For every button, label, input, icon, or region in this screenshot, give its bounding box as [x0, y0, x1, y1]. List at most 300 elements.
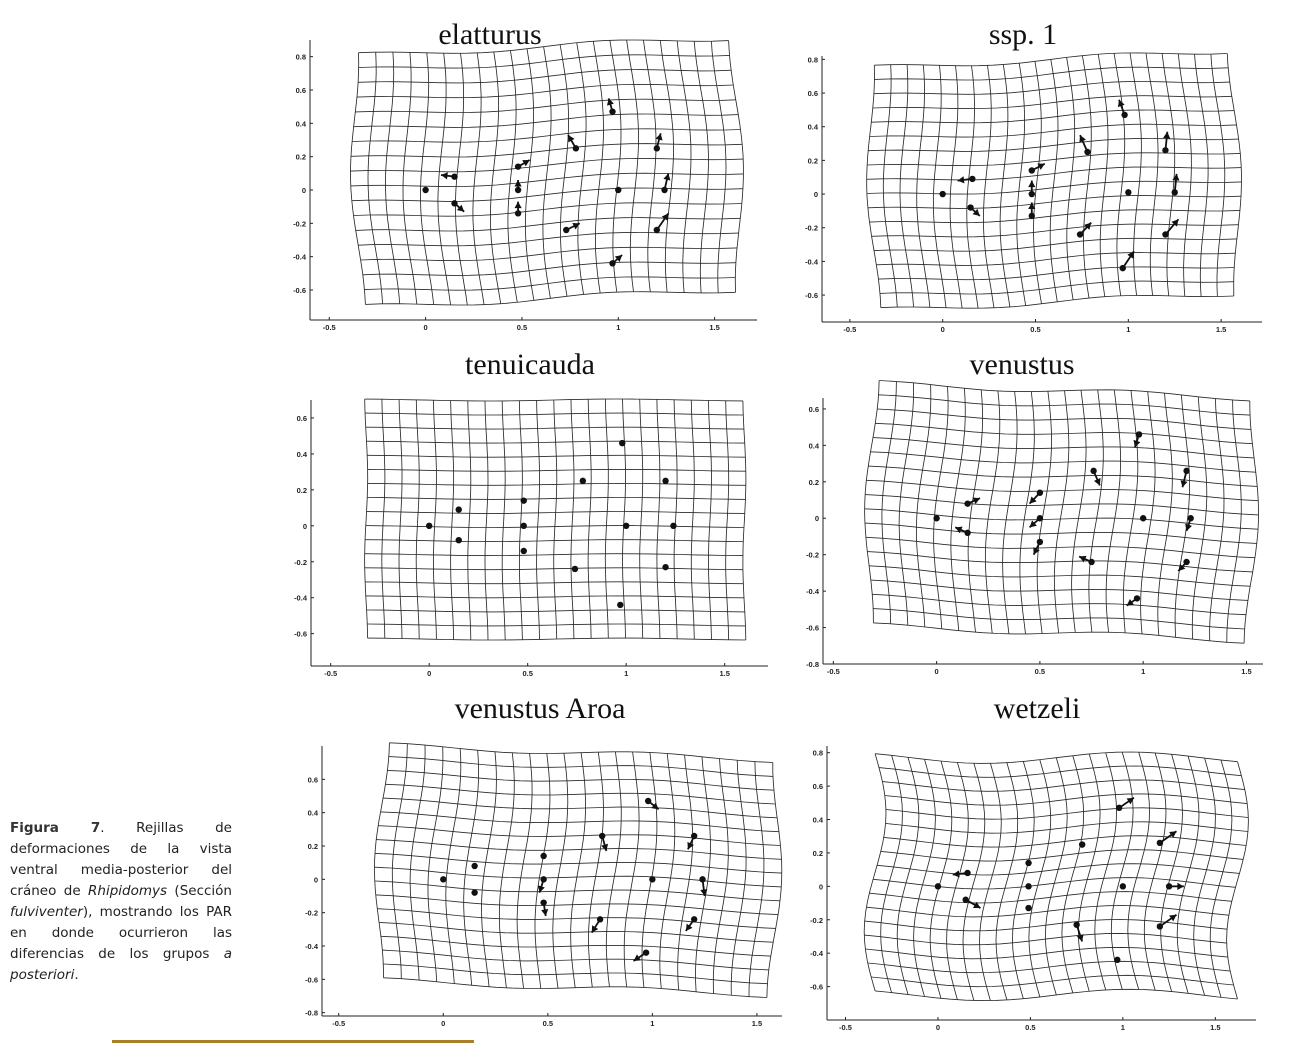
landmark-point — [615, 187, 621, 193]
grid-line-vertical — [386, 52, 400, 304]
y-tick-label: 0.6 — [296, 413, 307, 423]
x-tick-label: 0.5 — [1025, 1023, 1036, 1032]
y-tick-label: -0.6 — [305, 975, 318, 985]
landmark-point — [1114, 957, 1120, 963]
grid-line-horizontal — [375, 881, 780, 901]
grid-line-vertical — [560, 45, 569, 297]
y-tick-label: -0.6 — [805, 291, 818, 301]
grid-line-vertical — [446, 749, 461, 984]
grid-line-vertical — [1195, 54, 1209, 297]
grid-line-vertical — [968, 390, 983, 632]
grid-line-vertical — [899, 383, 914, 625]
grid-line-horizontal — [388, 770, 774, 790]
caption-section: fulviventer — [10, 904, 83, 920]
grid-line-vertical — [882, 382, 897, 624]
grid-line-horizontal — [379, 923, 773, 943]
x-tick-label: 0 — [427, 669, 432, 678]
grid-line-vertical — [950, 66, 962, 308]
y-tick-label: -0.4 — [806, 587, 819, 597]
grid-line-horizontal — [875, 423, 1252, 443]
grid-line-vertical — [985, 391, 999, 633]
landmark-point — [1084, 149, 1090, 155]
vector-arrowhead — [1172, 174, 1179, 181]
grid-line-vertical — [490, 52, 500, 304]
grid-line-vertical — [1227, 400, 1242, 642]
grid-line-vertical — [482, 752, 497, 987]
landmark-point — [521, 523, 527, 529]
panel-6 — [810, 692, 1256, 1032]
grid-line-vertical — [1067, 57, 1075, 299]
landmark-point — [662, 478, 668, 484]
y-tick-label: 0.2 — [812, 848, 823, 858]
caption-genus: Rhipidomys — [88, 883, 168, 899]
grid-line-vertical — [399, 400, 402, 639]
x-tick-label: 0 — [441, 1019, 446, 1028]
grid-line-vertical — [1003, 392, 1018, 634]
grid-line-vertical — [368, 52, 383, 304]
x-tick-label: 1.5 — [719, 669, 730, 678]
grid-line-vertical — [917, 65, 930, 307]
grid-line-vertical — [1020, 392, 1034, 634]
grid-line-vertical — [1130, 53, 1141, 295]
x-tick-label: 1.5 — [1241, 667, 1252, 676]
grid-line-vertical — [726, 401, 729, 640]
grid-line-vertical — [502, 401, 505, 640]
grid-line-vertical — [468, 401, 471, 640]
grid-line-vertical — [900, 65, 914, 307]
grid-line-horizontal — [866, 480, 1258, 500]
grid-line-vertical — [588, 399, 591, 638]
grid-line-horizontal — [875, 989, 1237, 1000]
y-tick-label: 0.4 — [812, 815, 823, 825]
grid-line-vertical — [610, 40, 621, 292]
grid-line-horizontal — [875, 67, 1229, 80]
grid-line-vertical — [485, 401, 488, 640]
grid-line-vertical — [1141, 392, 1156, 634]
x-tick-label: 0 — [935, 1023, 941, 1032]
grid-line-horizontal — [869, 892, 1231, 903]
panel-5 — [305, 692, 782, 1028]
grid-line-horizontal — [377, 909, 775, 929]
deformation-grid — [375, 743, 782, 998]
grid-line-vertical — [382, 399, 385, 638]
x-tick-label: 1 — [616, 323, 621, 332]
grid-line-vertical — [605, 399, 608, 638]
vector-arrowhead — [1163, 132, 1170, 139]
landmark-point — [521, 548, 527, 554]
landmark-point — [1125, 189, 1131, 195]
landmark-point — [422, 187, 428, 193]
grid-line-vertical — [351, 53, 366, 305]
grid-line-horizontal — [877, 864, 1239, 875]
y-tick-label: 0.6 — [808, 404, 819, 414]
grid-line-vertical — [640, 399, 643, 638]
grid-line-horizontal — [874, 53, 1227, 66]
y-tick-label: 0.4 — [807, 122, 818, 132]
grid-line-horizontal — [378, 826, 780, 846]
vector-arrowhead — [1177, 883, 1184, 890]
grid-line-vertical — [691, 400, 694, 639]
grid-line-vertical — [1210, 399, 1224, 641]
grid-line-horizontal — [383, 798, 777, 818]
grid-line-horizontal — [364, 277, 735, 290]
grid-line-vertical — [674, 400, 677, 639]
y-tick-label: -0.2 — [810, 915, 823, 925]
grid-line-horizontal — [352, 129, 740, 142]
panel-title: venustus — [969, 348, 1075, 381]
grid-line-horizontal — [869, 566, 1250, 586]
grid-line-vertical — [1062, 756, 1084, 993]
y-tick-label: 0.2 — [808, 477, 819, 487]
grid-line-horizontal — [359, 40, 729, 53]
grid-line-horizontal — [871, 975, 1234, 986]
x-tick-label: -0.5 — [324, 669, 338, 678]
landmark-point — [619, 440, 625, 446]
x-tick-label: 0 — [934, 667, 939, 676]
x-tick-label: 1 — [650, 1019, 655, 1028]
panel-title: tenuicauda — [465, 348, 595, 381]
grid-line-horizontal — [882, 780, 1244, 791]
grid-line-vertical — [867, 65, 881, 307]
x-tick-label: 0.5 — [516, 323, 528, 332]
x-tick-label: 0 — [423, 323, 428, 332]
grid-line-vertical — [456, 53, 468, 305]
grid-line-vertical — [933, 65, 946, 307]
grid-line-vertical — [951, 388, 965, 630]
panel-2 — [805, 18, 1262, 334]
grid-line-horizontal — [359, 55, 730, 68]
y-tick-label: -0.2 — [305, 908, 318, 918]
grid-line-vertical — [729, 41, 744, 293]
grid-line-horizontal — [358, 233, 738, 246]
grid-line-vertical — [967, 66, 978, 308]
grid-line-vertical — [1089, 390, 1103, 632]
grid-line-vertical — [519, 401, 522, 640]
y-tick-label: 0 — [814, 514, 819, 524]
landmark-point — [1088, 559, 1094, 565]
y-tick-label: -0.8 — [806, 660, 819, 669]
grid-line-horizontal — [354, 203, 742, 216]
y-tick-label: 0 — [302, 521, 307, 531]
grid-line-horizontal — [352, 188, 743, 201]
vector-arrowhead — [601, 844, 608, 851]
y-tick-label: 0.2 — [295, 152, 306, 162]
x-tick-label: 0 — [940, 325, 945, 334]
grid-line-vertical — [416, 400, 419, 639]
grid-line-vertical — [660, 41, 673, 293]
grid-line-vertical — [1017, 63, 1026, 305]
landmark-point — [623, 523, 629, 529]
grid-line-horizontal — [872, 224, 1239, 237]
grid-line-vertical — [1098, 54, 1108, 296]
grid-line-vertical — [731, 760, 746, 995]
grid-line-horizontal — [354, 114, 739, 127]
grid-line-horizontal — [871, 580, 1248, 600]
grid-line-vertical — [554, 400, 557, 639]
grid-line-horizontal — [877, 409, 1251, 429]
grid-line-vertical — [1106, 390, 1121, 632]
y-tick-label: 0 — [301, 186, 306, 195]
grid-line-horizontal — [867, 167, 1241, 180]
landmark-point — [1079, 841, 1085, 847]
landmark-point — [580, 478, 586, 484]
grid-line-horizontal — [870, 210, 1240, 223]
grid-line-vertical — [749, 762, 764, 997]
landmark-point — [617, 602, 623, 608]
caption-text-2: (Sección — [167, 883, 232, 899]
grid-line-vertical — [421, 53, 434, 305]
grid-line-horizontal — [881, 295, 1234, 308]
y-tick-label: 0.6 — [812, 782, 823, 792]
grid-line-horizontal — [351, 158, 744, 171]
grid-line-horizontal — [879, 395, 1251, 415]
figure-caption — [10, 818, 232, 986]
grid-line-horizontal — [867, 153, 1240, 166]
grid-line-vertical — [1175, 395, 1190, 637]
deformation-grid — [865, 381, 1259, 644]
grid-line-vertical — [983, 65, 994, 308]
grid-line-horizontal — [879, 381, 1250, 401]
y-tick-label: -0.2 — [294, 557, 307, 567]
grid-line-vertical — [1045, 758, 1067, 995]
grid-line-horizontal — [376, 840, 781, 860]
grid-line-horizontal — [884, 836, 1246, 847]
x-tick-label: 0.5 — [542, 1019, 554, 1028]
grid-line-horizontal — [381, 812, 779, 832]
grid-line-horizontal — [871, 110, 1234, 123]
grid-line-vertical — [577, 43, 586, 295]
grid-line-vertical — [1072, 390, 1087, 632]
grid-line-vertical — [553, 753, 568, 988]
grid-line-vertical — [1227, 54, 1241, 297]
vector-arrowhead — [1028, 181, 1035, 188]
grid-line-vertical — [438, 53, 451, 305]
grid-line-vertical — [1034, 61, 1042, 303]
y-tick-label: 0.2 — [296, 485, 307, 495]
caption-rule — [112, 1040, 474, 1043]
panel-title: elatturus — [438, 18, 542, 51]
x-tick-label: 1 — [1120, 1023, 1125, 1032]
vector-arrowhead — [514, 202, 521, 209]
panel-1 — [293, 18, 757, 332]
x-tick-label: 0.5 — [1030, 325, 1041, 334]
x-tick-label: 1.5 — [709, 323, 720, 332]
landmark-point — [935, 883, 941, 889]
deformation-grid — [864, 752, 1248, 1001]
grid-line-vertical — [1178, 54, 1191, 296]
grid-line-horizontal — [363, 262, 736, 275]
landmark-point — [471, 889, 477, 895]
grid-line-vertical — [1211, 54, 1225, 296]
grid-line-vertical — [571, 400, 574, 639]
grid-line-horizontal — [376, 895, 778, 915]
y-tick-label: 0.6 — [295, 86, 306, 95]
y-tick-label: 0.4 — [296, 449, 307, 459]
vector-arrowhead — [656, 133, 663, 140]
grid-line-vertical — [403, 52, 417, 304]
grid-line-vertical — [1192, 397, 1207, 639]
grid-line-horizontal — [867, 552, 1252, 572]
y-tick-label: -0.2 — [805, 223, 818, 233]
deformation-grid — [351, 40, 744, 305]
grid-line-vertical — [934, 387, 949, 629]
y-tick-label: -0.8 — [305, 1008, 318, 1018]
grid-line-horizontal — [389, 757, 773, 777]
grid-line-vertical — [473, 53, 484, 305]
landmark-point — [471, 863, 477, 869]
caption-text-4: . — [74, 967, 79, 983]
grid-line-vertical — [508, 51, 517, 303]
y-tick-label: 0.4 — [307, 808, 318, 818]
grid-line-horizontal — [880, 281, 1234, 294]
grid-line-horizontal — [875, 752, 1237, 763]
y-tick-label: 0.2 — [307, 842, 318, 851]
grid-line-horizontal — [381, 936, 771, 956]
vector-arrowhead — [1181, 480, 1188, 487]
grid-line-horizontal — [351, 173, 744, 186]
grid-line-vertical — [392, 744, 407, 979]
landmark-point — [939, 191, 945, 197]
y-tick-label: 0.8 — [295, 52, 306, 62]
x-tick-label: 1 — [1126, 325, 1131, 334]
grid-line-vertical — [1146, 53, 1158, 296]
grid-line-horizontal — [868, 139, 1238, 152]
grid-line-horizontal — [361, 247, 737, 260]
grid-line-vertical — [606, 752, 621, 987]
grid-line-horizontal — [389, 743, 772, 763]
grid-line-vertical — [883, 65, 897, 307]
grid-line-horizontal — [879, 766, 1241, 777]
y-tick-label: -0.4 — [294, 593, 307, 603]
grid-line-vertical — [451, 401, 454, 640]
grid-line-vertical — [677, 41, 691, 293]
grid-line-horizontal — [351, 144, 742, 157]
y-tick-label: -0.6 — [294, 629, 307, 639]
caption-text-1: . Rejillas de deformaciones de la vista ventral media-posterior del cráneo de — [10, 820, 232, 899]
y-tick-label: -0.6 — [810, 982, 823, 992]
deformation-grid — [867, 53, 1242, 308]
y-tick-label: 0.2 — [807, 156, 818, 166]
x-tick-label: 0.5 — [522, 669, 533, 678]
grid-line-vertical — [1050, 59, 1058, 301]
y-tick-label: -0.2 — [806, 550, 819, 560]
panel-4 — [806, 348, 1263, 676]
x-tick-label: 1 — [624, 669, 629, 678]
x-tick-label: 1.5 — [1210, 1023, 1221, 1032]
grid-line-horizontal — [881, 850, 1243, 861]
caption-tail: a posteriori — [10, 946, 232, 983]
grid-line-vertical — [865, 381, 880, 623]
grid-line-horizontal — [878, 267, 1234, 280]
grid-line-horizontal — [872, 594, 1246, 614]
landmark-point — [1025, 905, 1031, 911]
grid-line-vertical — [624, 752, 639, 987]
grid-line-vertical — [643, 40, 656, 292]
grid-line-horizontal — [873, 438, 1254, 458]
panel-title: venustus Aroa — [454, 692, 626, 725]
grid-line-vertical — [1082, 56, 1091, 298]
grid-line-vertical — [1000, 65, 1010, 308]
grid-line-horizontal — [876, 253, 1235, 266]
x-tick-label: -0.5 — [332, 1019, 346, 1028]
grid-line-horizontal — [865, 523, 1257, 543]
grid-line-horizontal — [874, 82, 1230, 95]
grid-line-horizontal — [868, 196, 1241, 209]
grid-line-vertical — [660, 754, 675, 989]
grid-line-vertical — [743, 401, 746, 640]
grid-line-horizontal — [874, 238, 1237, 251]
grid-line-horizontal — [382, 950, 768, 970]
grid-line-horizontal — [386, 784, 776, 804]
grid-line-vertical — [375, 743, 390, 978]
grid-line-vertical — [517, 753, 532, 988]
grid-line-vertical — [499, 753, 514, 988]
grid-line-vertical — [694, 41, 708, 293]
landmark-point — [521, 497, 527, 503]
grid-line-vertical — [525, 49, 534, 301]
grid-line-horizontal — [871, 452, 1256, 472]
grid-line-vertical — [571, 753, 586, 988]
panel-title: ssp. 1 — [988, 18, 1058, 51]
caption-label: Figura 7 — [10, 820, 101, 836]
vector-arrowhead — [663, 173, 670, 180]
landmark-point — [1025, 883, 1031, 889]
x-tick-label: 0.5 — [1034, 667, 1046, 676]
y-tick-label: -0.6 — [293, 286, 306, 295]
y-tick-label: -0.4 — [305, 942, 318, 951]
deformation-grid — [365, 399, 746, 640]
grid-line-horizontal — [365, 292, 735, 305]
x-tick-label: -0.5 — [826, 667, 840, 676]
landmark-point — [670, 523, 676, 529]
x-tick-label: -0.5 — [843, 325, 857, 334]
landmark-point — [649, 876, 655, 882]
x-tick-label: -0.5 — [322, 323, 336, 332]
grid-line-vertical — [535, 754, 550, 989]
x-tick-label: 1.5 — [751, 1019, 763, 1028]
grid-line-vertical — [657, 399, 660, 638]
y-tick-label: 0.6 — [807, 89, 818, 99]
grid-line-vertical — [1037, 391, 1052, 633]
landmark-point — [933, 515, 939, 521]
y-tick-label: -0.4 — [805, 257, 818, 267]
y-tick-label: 0.8 — [807, 55, 818, 65]
grid-line-vertical — [410, 745, 425, 980]
x-tick-label: 1 — [1141, 667, 1146, 676]
panel-3 — [294, 348, 768, 678]
grid-line-horizontal — [384, 978, 767, 998]
x-tick-label: 1.5 — [1215, 325, 1227, 334]
caption-text-3: ), mostrando los PAR en donde ocurrieron las diferencias de los grupos — [10, 904, 232, 962]
y-tick-label: 0 — [313, 875, 318, 885]
y-tick-label: -0.2 — [293, 219, 306, 229]
x-tick-label: -0.5 — [839, 1023, 852, 1032]
grid-line-vertical — [767, 763, 782, 998]
grid-line-horizontal — [868, 961, 1230, 972]
grid-line-vertical — [593, 41, 603, 293]
y-tick-label: 0.6 — [307, 775, 318, 785]
y-tick-label: 0.4 — [295, 119, 306, 129]
grid-line-vertical — [623, 399, 626, 638]
vector-arrowhead — [958, 176, 965, 183]
grid-line-vertical — [678, 755, 693, 990]
grid-line-vertical — [365, 399, 368, 638]
landmark-point — [540, 853, 546, 859]
landmark-point — [572, 566, 578, 572]
grid-line-horizontal — [870, 124, 1237, 137]
grid-line-horizontal — [355, 99, 735, 112]
grid-line-vertical — [627, 40, 639, 292]
